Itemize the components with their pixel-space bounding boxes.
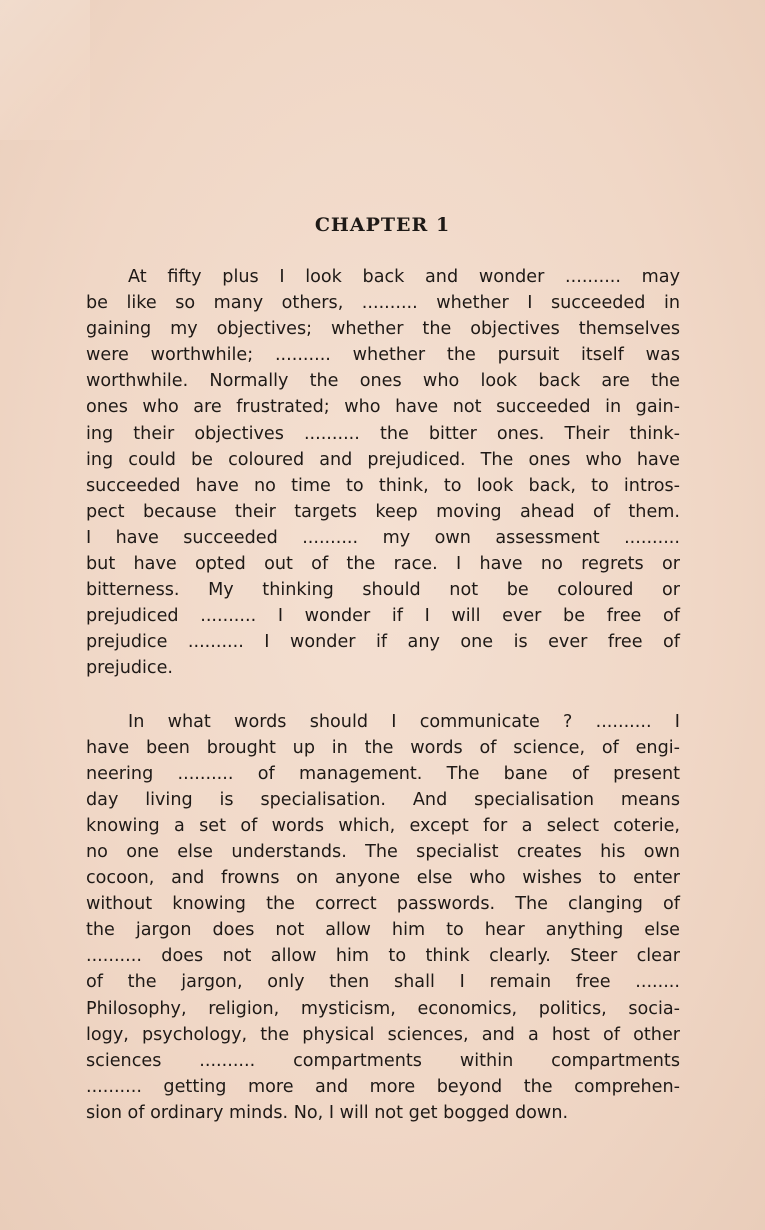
paragraph-2	[86, 709, 680, 1127]
text-line: prejudiced .......... I wonder if I will ever be free of	[86, 606, 680, 627]
text-line: ing could be coloured and prejudiced. The ones who have	[86, 449, 680, 470]
text-line: ones who are frustrated; who have not succeeded in gain-	[86, 397, 680, 418]
text-line: neering .......... of management. The bane of present	[86, 763, 680, 784]
text-line: In what words should I communicate ? .......... I	[128, 711, 680, 732]
text-line: sion of ordinary minds. No, I will not get bogged down.	[86, 1102, 569, 1123]
text-line: bitterness. My thinking should not be coloured or	[86, 580, 680, 601]
text-line: .......... does not allow him to think clearly. Steer clear	[86, 946, 680, 967]
text-line: Philosophy, religion, mysticism, economics, politics, socia-	[86, 998, 680, 1019]
text-line: but have opted out of the race. I have no regrets or	[86, 554, 680, 575]
text-line: knowing a set of words which, except for a select coterie,	[86, 815, 680, 836]
text-line: prejudice .......... I wonder if any one is ever free of	[86, 632, 680, 653]
text-line: worthwhile. Normally the ones who look back are the	[86, 371, 680, 392]
text-line: I have succeeded .......... my own assessment ..........	[86, 527, 680, 548]
text-line: prejudice.	[86, 658, 174, 679]
chapter-body	[86, 264, 680, 1126]
text-line: succeeded have no time to think, to look back, to intros-	[86, 475, 680, 496]
text-line: sciences .......... compartments within compartments	[86, 1050, 680, 1071]
paragraph-spacer	[86, 682, 680, 709]
text-line: no one else understands. The specialist creates his own	[86, 841, 680, 862]
text-line: day living is specialisation. And specialisation means	[86, 789, 680, 810]
text-line: be like so many others, .......... whether I succeeded in	[86, 293, 680, 314]
text-line: of the jargon, only then shall I remain free ........	[86, 972, 680, 993]
text-line: gaining my objectives; whether the objectives themselves	[86, 319, 680, 340]
text-line: the jargon does not allow him to hear anything else	[86, 920, 680, 941]
text-line: pect because their targets keep moving ahead of them.	[86, 501, 680, 522]
text-line: cocoon, and frowns on anyone else who wishes to enter	[86, 868, 680, 889]
text-line: logy, psychology, the physical sciences, and a host of other	[86, 1024, 680, 1045]
page-corner-shading	[0, 0, 90, 140]
text-line: .......... getting more and more beyond the comprehen-	[86, 1076, 680, 1097]
paragraph-1	[86, 264, 680, 682]
chapter-title: CHAPTER 1	[314, 214, 451, 236]
text-line: ing their objectives .......... the bitter ones. Their think-	[86, 423, 680, 444]
text-line: without knowing the correct passwords. The clanging of	[86, 894, 680, 915]
text-line: have been brought up in the words of science, of engi-	[86, 737, 680, 758]
text-line: were worthwhile; .......... whether the pursuit itself was	[86, 345, 680, 366]
text-line: At fifty plus I look back and wonder .......... may	[128, 267, 680, 287]
